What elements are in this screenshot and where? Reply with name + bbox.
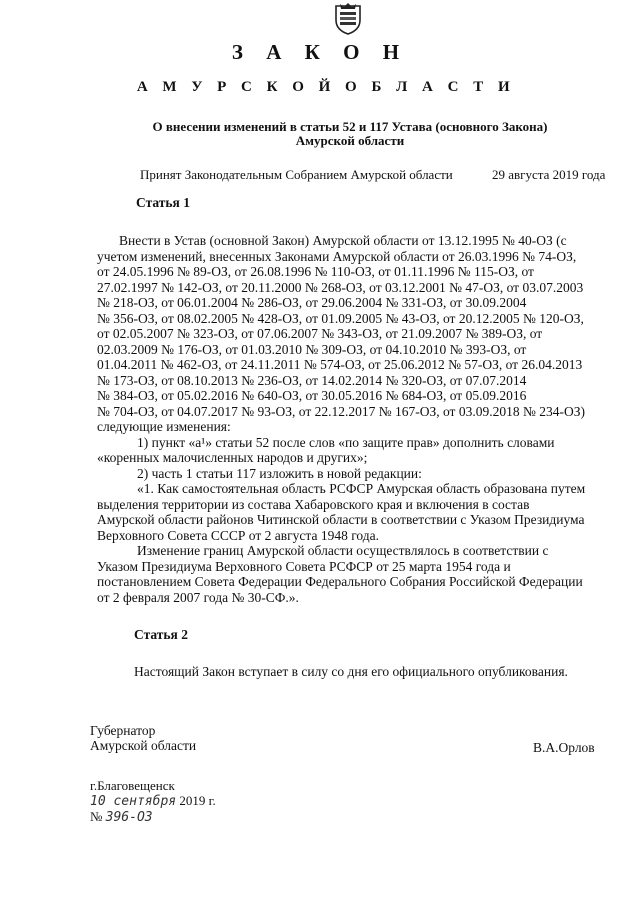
signatory-name: В.А.Орлов <box>533 740 595 755</box>
law-title: З А К О Н <box>231 40 409 64</box>
adopted-date: 29 августа 2019 года <box>492 167 606 182</box>
signatory-role-line-2: Амурской области <box>90 738 197 753</box>
article-1-line: «коренных малочисленных народов и других»; <box>97 450 368 465</box>
law-subject <box>120 120 580 148</box>
article-1-line: 02.03.2009 № 176-ОЗ, от 01.03.2010 № 309-ОЗ, от 04.10.2010 № 393-ОЗ, от <box>97 341 527 357</box>
article-1-line: № 384-ОЗ, от 05.02.2016 № 640-ОЗ, от 30.05.2016 № 684-ОЗ, от 05.09.2016 <box>97 388 527 403</box>
article-1-line: от 24.05.1996 № 89-ОЗ, от 26.08.1996 № 110-ОЗ, от 01.11.1996 № 115-ОЗ, от <box>97 264 534 279</box>
signatory-role-line-1: Губернатор <box>90 723 156 738</box>
article-1-line: Изменение границ Амурской области осуществлялось в соответствии с <box>137 543 549 558</box>
article-1-line: 27.02.1997 № 142-ОЗ, от 20.11.2000 № 268-ОЗ, от 03.12.2001 № 47-ОЗ, от 03.07.2003 <box>97 279 584 295</box>
article-1-line: Верховного Совета СССР от 2 августа 1948 года. <box>97 527 379 543</box>
subject-line-1: О внесении изменений в статьи 52 и 117 Устава (основного Закона) <box>152 119 548 134</box>
signing-place-date <box>90 778 216 825</box>
article-1-line: Внести в Устав (основной Закон) Амурской области от 13.12.1995 № 40-ОЗ (с <box>119 233 567 248</box>
signatory-title <box>90 723 196 753</box>
handwritten-number: 396-ОЗ <box>105 810 153 825</box>
signing-city: г.Благовещенск <box>90 778 175 793</box>
article-1-heading: Статья 1 <box>136 195 190 210</box>
article-1-line: № 218-ОЗ, от 06.01.2004 № 286-ОЗ, от 29.06.2004 № 331-ОЗ, от 30.09.2004 <box>97 295 527 310</box>
coat-of-arms-emblem <box>333 2 363 36</box>
number-prefix: № <box>90 809 103 824</box>
article-1-line: № 356-ОЗ, от 08.02.2005 № 428-ОЗ, от 01.09.2005 № 43-ОЗ, от 20.12.2005 № 120-ОЗ, <box>97 310 584 326</box>
article-1-body <box>97 233 606 605</box>
article-2-heading: Статья 2 <box>134 627 188 642</box>
subject-line-2: Амурской области <box>295 133 405 148</box>
article-1-line: постановлением Совета Федерации Федерального Собрания Российской Федерации <box>97 574 583 589</box>
article-1-line: Указом Президиума Верховного Совета РСФСР от 25 марта 1954 года и <box>97 558 511 574</box>
article-1-line: № 173-ОЗ, от 08.10.2013 № 236-ОЗ, от 14.02.2014 № 320-ОЗ, от 07.07.2014 <box>97 372 527 388</box>
article-1-line: от 02.05.2007 № 323-ОЗ, от 07.06.2007 № 343-ОЗ, от 21.09.2007 № 389-ОЗ, от <box>97 326 543 341</box>
article-1-line: 01.04.2011 № 462-ОЗ, от 24.11.2011 № 574-ОЗ, от 25.06.2012 № 57-ОЗ, от 26.04.2013 <box>97 357 583 372</box>
article-1-line: Амурской области районов Читинской области в соответствии с Указом Президиума <box>97 512 585 527</box>
article-1-line: от 2 февраля 2007 года № 30-СФ.». <box>97 589 299 605</box>
region-title: А М У Р С К О Й О Б Л А С Т И <box>136 79 516 95</box>
adopted-by: Принят Законодательным Собранием Амурской области <box>140 167 453 182</box>
article-2-text: Настоящий Закон вступает в силу со дня его официального опубликования. <box>134 664 568 679</box>
article-1-line: учетом изменений, внесенных Законами Амурской области от 26.03.1996 № 74-ОЗ, <box>97 248 577 264</box>
article-1-line: следующие изменения: <box>97 419 231 434</box>
article-1-line: № 704-ОЗ, от 04.07.2017 № 93-ОЗ, от 22.12.2017 № 167-ОЗ, от 03.09.2018 № 234-ОЗ) <box>97 403 585 419</box>
signing-year: 2019 г. <box>179 793 216 808</box>
article-2-body <box>134 664 594 680</box>
article-1-line: «1. Как самостоятельная область РСФСР Амурская область образована путем <box>137 481 586 496</box>
article-1-line: выделения территории из состава Хабаровского края и включения в состав <box>97 496 530 512</box>
handwritten-date: 10 сентября <box>90 794 177 809</box>
article-1-line: 2) часть 1 статьи 117 изложить в новой редакции: <box>137 465 422 481</box>
article-1-line: 1) пункт «а¹» статьи 52 после слов «по защите прав» дополнить словами <box>137 434 555 450</box>
